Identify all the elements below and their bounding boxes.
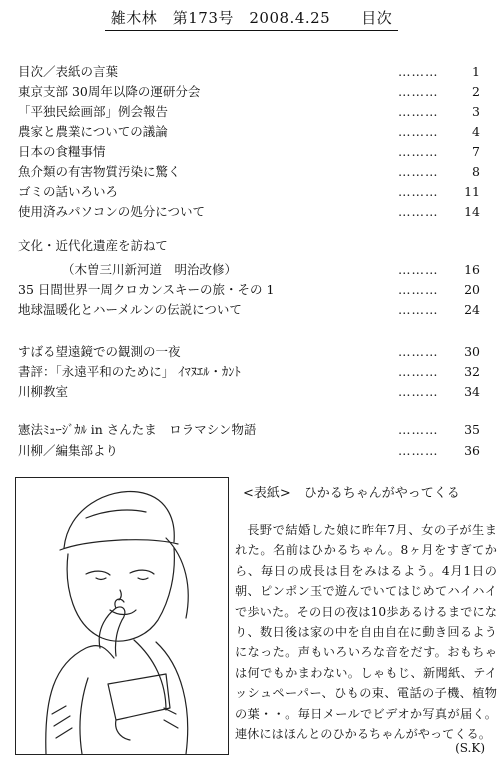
toc-leader: ……… bbox=[398, 144, 439, 159]
toc-leader: ……… bbox=[398, 302, 439, 317]
author-signature: (S.K) bbox=[455, 741, 485, 755]
toc-entry-label: すばる望遠鏡での観測の一夜 bbox=[18, 344, 181, 359]
toc-entry-label: （木曽三川新河道 明治改修） bbox=[62, 262, 238, 277]
toc-page-number: 20 bbox=[464, 282, 480, 297]
toc-entry-label: 憲法ﾐｭｰｼﾞｶﾙ in さんたま ロラマシン物語 bbox=[18, 422, 257, 437]
toc-entry[interactable] bbox=[18, 162, 488, 182]
toc-page-number: 1 bbox=[472, 64, 480, 79]
toc-leader: ……… bbox=[398, 443, 439, 458]
toc-page-number: 16 bbox=[464, 262, 480, 277]
toc-entry-label: 使用済みパソコンの処分について bbox=[18, 204, 206, 219]
toc-leader: ……… bbox=[398, 422, 439, 437]
toc-entry[interactable] bbox=[18, 260, 488, 280]
toc-page-number: 2 bbox=[472, 84, 480, 99]
toc-entry-label: 書評：「永遠平和のために」 ｲﾏﾇｴﾙ・ｶﾝﾄ bbox=[18, 364, 241, 379]
toc-leader: ……… bbox=[398, 184, 439, 199]
toc-page-number: 24 bbox=[464, 302, 480, 317]
toc-entry-label: 地球温暖化とハーメルンの伝説について bbox=[18, 302, 242, 317]
cover-illustration bbox=[15, 477, 229, 755]
toc-page-number: 11 bbox=[464, 184, 480, 199]
toc-entry[interactable] bbox=[18, 102, 488, 122]
toc-entry[interactable] bbox=[18, 382, 488, 402]
toc-leader: ……… bbox=[398, 84, 439, 99]
toc-page-number: 7 bbox=[472, 144, 480, 159]
toc-entry-label: 日本の食糧事情 bbox=[18, 144, 106, 159]
toc-entry[interactable] bbox=[18, 342, 488, 362]
page-title: 雑木林 第173号 2008.4.25 目次 bbox=[0, 7, 503, 31]
toc-leader: ……… bbox=[398, 64, 439, 79]
toc-page-number: 4 bbox=[472, 124, 480, 139]
toc-entry-label: 「平独民絵画部」例会報告 bbox=[18, 104, 169, 119]
toc-entry[interactable] bbox=[18, 82, 488, 102]
toc-page-number: 32 bbox=[464, 364, 480, 379]
toc-leader: ……… bbox=[398, 262, 439, 277]
toc-entry-label: 川柳教室 bbox=[18, 384, 69, 399]
toc-entry-label: 35 日間世界一周クロカンスキーの旅・その 1 bbox=[18, 282, 275, 297]
toc-page-number: 34 bbox=[464, 384, 480, 399]
cover-caption-text: 長野で結婚した娘に昨年7月、女の子が生まれた。名前はひかるちゃん。8ヶ月をすぎてから、毎日の成長は目をみはるよう。4月1日の朝、ピンポン玉で遊んでいてはじめてハイハイで歩いた。その日の夜は10歩あるけるまでになり、数日後は家の中を自由自在に動き回るようになった。声もいろいろな音をだす。おもちゃは何でもかまわない。しゃもじ、新聞紙、テイッシュペーパー、ひもの束、電話の子機、植物の葉・・。毎日メールでビデオか写真が届く。連休にはほんとのひかるちゃんがやってくる。 bbox=[235, 523, 497, 742]
toc-page-number: 35 bbox=[464, 422, 480, 437]
toc-entry[interactable] bbox=[18, 202, 488, 222]
toc-entry[interactable] bbox=[18, 62, 488, 82]
cover-caption-title: <表紙> ひかるちゃんがやってくる bbox=[243, 486, 460, 501]
toc-leader: ……… bbox=[398, 204, 439, 219]
toc-page-number: 8 bbox=[472, 164, 480, 179]
toc-leader: ……… bbox=[398, 104, 439, 119]
toc-entry[interactable] bbox=[18, 300, 488, 320]
toc-leader: ……… bbox=[398, 164, 439, 179]
toc-entry-label: ゴミの話いろいろ bbox=[18, 184, 119, 199]
toc-page-number: 36 bbox=[464, 443, 480, 458]
toc-entry-label: 東京支部 30周年以降の運研分会 bbox=[18, 84, 201, 99]
child-sketch-icon bbox=[16, 478, 228, 754]
toc-entry[interactable] bbox=[18, 280, 488, 300]
toc-page-number: 30 bbox=[464, 344, 480, 359]
toc-entry-label: 農家と農業についての議論 bbox=[18, 124, 168, 139]
toc-entry[interactable] bbox=[18, 236, 488, 256]
toc-entry-label: 文化・近代化遺産を訪ねて bbox=[18, 238, 168, 253]
toc-leader: ……… bbox=[398, 344, 439, 359]
toc-entry-label: 川柳／編集部より bbox=[18, 443, 119, 458]
toc-page-number: 14 bbox=[464, 204, 480, 219]
toc-entry[interactable] bbox=[18, 362, 488, 382]
toc-page-number: 3 bbox=[472, 104, 480, 119]
toc-leader: ……… bbox=[398, 384, 439, 399]
toc-entry[interactable] bbox=[18, 182, 488, 202]
toc-leader: ……… bbox=[398, 282, 439, 297]
toc-entry[interactable] bbox=[18, 420, 488, 440]
toc-entry[interactable] bbox=[18, 441, 488, 461]
toc-entry[interactable] bbox=[18, 122, 488, 142]
toc-entry[interactable] bbox=[18, 142, 488, 162]
toc-leader: ……… bbox=[398, 124, 439, 139]
toc-leader: ……… bbox=[398, 364, 439, 379]
toc-entry-label: 目次／表紙の言葉 bbox=[18, 64, 119, 79]
toc-entry-label: 魚介類の有害物質汚染に驚く bbox=[18, 164, 181, 179]
